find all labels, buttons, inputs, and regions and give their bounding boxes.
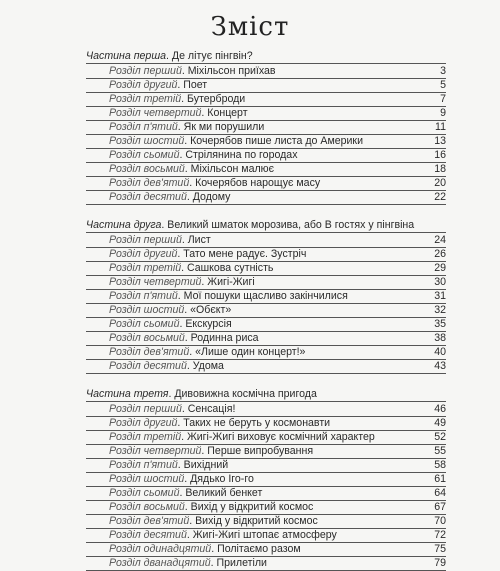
chapter-label: Розділ восьмий xyxy=(109,332,185,344)
toc-entry-text xyxy=(109,290,416,303)
chapter-title: . Поет xyxy=(177,79,208,91)
toc-row xyxy=(86,262,446,276)
page-number: 64 xyxy=(434,487,446,499)
page-number: 3 xyxy=(440,65,446,77)
toc-row xyxy=(86,360,446,374)
page-number: 35 xyxy=(434,318,446,330)
chapter-title: . Удома xyxy=(186,360,224,372)
page-number: 49 xyxy=(434,417,446,429)
toc-entry-text xyxy=(109,107,416,120)
page-number: 72 xyxy=(434,529,446,541)
chapter-label: Розділ дванадцятий xyxy=(109,557,211,569)
toc-entry-text xyxy=(109,417,416,430)
chapter-label: Розділ восьмий xyxy=(109,163,185,175)
chapter-title: . Тато мене радує. Зустріч xyxy=(177,248,307,260)
part-label: Частина третя xyxy=(86,388,169,400)
chapter-title: . Вихід у відкритий космос xyxy=(184,501,314,513)
toc-row xyxy=(86,501,446,515)
chapter-title: . Вихідний xyxy=(177,459,229,471)
chapter-title: . «Обєкт» xyxy=(184,304,232,316)
chapter-title: . Таких не беруть у космонавти xyxy=(177,417,331,429)
page-number: 16 xyxy=(434,149,446,161)
toc-entry-text xyxy=(109,346,416,359)
chapter-title: . Бутерброди xyxy=(181,93,246,105)
toc-row xyxy=(86,121,446,135)
toc-row xyxy=(86,93,446,107)
page-number: 5 xyxy=(440,79,446,91)
toc-row xyxy=(86,276,446,290)
toc-entry-text xyxy=(109,501,416,514)
chapter-label: Розділ п'ятий xyxy=(109,121,178,133)
chapter-label: Розділ четвертий xyxy=(109,107,202,119)
toc-entry-text xyxy=(109,487,416,500)
part-label: Частина перша xyxy=(86,50,167,62)
chapter-label: Розділ перший xyxy=(109,234,182,246)
page-number: 40 xyxy=(434,346,446,358)
page-number: 24 xyxy=(434,234,446,246)
toc-entry-text xyxy=(109,191,416,204)
chapter-title: . Родинна риса xyxy=(184,332,259,344)
toc-row xyxy=(86,473,446,487)
page-number: 67 xyxy=(434,501,446,513)
chapter-label: Розділ десятий xyxy=(109,360,187,372)
toc-entry-text xyxy=(109,79,416,92)
chapter-title: . Дядько Іго-го xyxy=(184,473,254,485)
chapter-label: Розділ одинадцятий xyxy=(109,543,212,555)
toc-row xyxy=(86,417,446,431)
chapter-title: . Жигі-Жигі штопає атмосферу xyxy=(186,529,337,541)
chapter-label: Розділ десятий xyxy=(109,191,187,203)
toc-row xyxy=(86,107,446,121)
page-number: 61 xyxy=(434,473,446,485)
page-number: 58 xyxy=(434,459,446,471)
chapter-title: . Перше випробування xyxy=(201,445,314,457)
chapter-title: . Вихід у відкритий космос xyxy=(189,515,318,527)
part-heading xyxy=(86,219,446,233)
part-title: . Де літує пінгвін? xyxy=(166,50,253,62)
chapter-label: Розділ другий xyxy=(109,79,178,91)
page-number: 26 xyxy=(434,248,446,260)
part-heading xyxy=(86,50,446,64)
toc-row xyxy=(86,487,446,501)
toc-row xyxy=(86,529,446,543)
page-number: 30 xyxy=(434,276,446,288)
page-number: 52 xyxy=(434,431,446,443)
chapter-title: . Прилетіли xyxy=(210,557,267,569)
toc-row xyxy=(86,557,446,571)
chapter-title: . Жигі-Жигі xyxy=(201,276,255,288)
chapter-label: Розділ дев'ятий xyxy=(109,177,190,189)
chapter-label: Розділ шостий xyxy=(109,135,185,147)
section-gap xyxy=(86,374,446,388)
chapter-title: . Сенсація! xyxy=(181,403,236,415)
chapter-label: Розділ шостий xyxy=(109,473,185,485)
page-number: 55 xyxy=(434,445,446,457)
page-number: 9 xyxy=(440,107,446,119)
toc-entry-text xyxy=(109,515,416,528)
chapter-label: Розділ восьмий xyxy=(109,501,185,513)
toc-entry-text xyxy=(109,403,416,416)
toc-entry-text xyxy=(109,304,416,317)
chapter-title: . Великий бенкет xyxy=(179,487,263,499)
toc-row xyxy=(86,290,446,304)
toc-row xyxy=(86,135,446,149)
chapter-title: . Додому xyxy=(186,191,231,203)
toc-row xyxy=(86,234,446,248)
page-number: 7 xyxy=(440,93,446,105)
page-number: 38 xyxy=(434,332,446,344)
section-gap xyxy=(86,205,446,219)
chapter-label: Розділ другий xyxy=(109,417,178,429)
chapter-title: . Мої пошуки щасливо закінчилися xyxy=(177,290,348,302)
page-number: 22 xyxy=(434,191,446,203)
toc-row xyxy=(86,515,446,529)
toc-entry-text xyxy=(109,262,416,275)
chapter-label: Розділ сьомий xyxy=(109,318,180,330)
toc-entry-text xyxy=(109,149,416,162)
toc-row xyxy=(86,65,446,79)
chapter-label: Розділ десятий xyxy=(109,529,187,541)
chapter-label: Розділ п'ятий xyxy=(109,290,178,302)
toc-entry-text xyxy=(109,431,416,444)
toc-row xyxy=(86,177,446,191)
page-title: Зміст xyxy=(210,12,290,42)
chapter-title: . Екскурсія xyxy=(179,318,232,330)
page-number: 32 xyxy=(434,304,446,316)
toc-entry-text xyxy=(109,177,416,190)
chapter-label: Розділ другий xyxy=(109,248,178,260)
toc-entry-text xyxy=(109,473,416,486)
toc-row xyxy=(86,248,446,262)
toc-row xyxy=(86,318,446,332)
toc-row xyxy=(86,459,446,473)
toc-row xyxy=(86,149,446,163)
chapter-title: . Міхільсон малює xyxy=(184,163,274,175)
page-number: 29 xyxy=(434,262,446,274)
page-number: 79 xyxy=(434,557,446,569)
part-title: . Дивовижна космічна пригода xyxy=(168,388,317,400)
chapter-label: Розділ сьомий xyxy=(109,149,180,161)
toc-row xyxy=(86,403,446,417)
chapter-label: Розділ п'ятий xyxy=(109,459,178,471)
toc-entry-text xyxy=(109,332,416,345)
toc-entry-text xyxy=(109,318,416,331)
chapter-title: . Лист xyxy=(181,234,211,246)
toc-row xyxy=(86,304,446,318)
toc-entry-text xyxy=(109,529,416,542)
chapter-label: Розділ третій xyxy=(109,93,182,105)
chapter-title: . Сашкова сутність xyxy=(181,262,274,274)
part-heading xyxy=(86,388,446,402)
toc-entry-text xyxy=(109,459,416,472)
toc-row xyxy=(86,332,446,346)
page-number: 43 xyxy=(434,360,446,372)
table-of-contents xyxy=(86,50,446,571)
chapter-label: Розділ третій xyxy=(109,262,182,274)
toc-entry-text xyxy=(109,135,416,148)
toc-entry-text xyxy=(109,65,416,78)
page-number: 31 xyxy=(434,290,446,302)
toc-row xyxy=(86,543,446,557)
toc-row xyxy=(86,445,446,459)
page-number: 20 xyxy=(434,177,446,189)
toc-entry-text xyxy=(109,93,416,106)
toc-entry-text xyxy=(109,276,416,289)
toc-entry-text xyxy=(109,360,416,373)
chapter-title: . Як ми порушили xyxy=(177,121,265,133)
part-label: Частина друга xyxy=(86,219,162,231)
chapter-title: . Стрілянина по городах xyxy=(179,149,298,161)
page-number: 46 xyxy=(434,403,446,415)
page-number: 13 xyxy=(434,135,446,147)
part-title: . Великий шматок морозива, або В гостях у пінгвіна xyxy=(161,219,415,231)
page-number: 70 xyxy=(434,515,446,527)
chapter-label: Розділ сьомий xyxy=(109,487,180,499)
chapter-label: Розділ перший xyxy=(109,65,182,77)
toc-entry-text xyxy=(109,557,416,570)
chapter-label: Розділ четвертий xyxy=(109,445,202,457)
page-number: 75 xyxy=(434,543,446,555)
toc-row xyxy=(86,431,446,445)
chapter-label: Розділ третій xyxy=(109,431,182,443)
chapter-label: Розділ перший xyxy=(109,403,182,415)
chapter-title: . Міхільсон приїхав xyxy=(181,65,276,77)
page-number: 11 xyxy=(435,121,446,133)
toc-entry-text xyxy=(109,248,416,261)
chapter-title: . Кочерябов пише листа до Америки xyxy=(184,135,363,147)
chapter-label: Розділ дев'ятий xyxy=(109,346,190,358)
toc-entry-text xyxy=(109,543,416,556)
page-number: 18 xyxy=(434,163,446,175)
chapter-title: . Жигі-Жигі виховує космічний характер xyxy=(181,431,375,443)
toc-row xyxy=(86,191,446,205)
toc-row xyxy=(86,163,446,177)
toc-entry-text xyxy=(109,121,416,134)
chapter-title: . Політаємо разом xyxy=(211,543,301,555)
chapter-title: . Кочерябов нарощує масу xyxy=(189,177,321,189)
chapter-label: Розділ четвертий xyxy=(109,276,202,288)
chapter-label: Розділ дев'ятий xyxy=(109,515,190,527)
chapter-title: . Концерт xyxy=(201,107,248,119)
toc-row xyxy=(86,79,446,93)
toc-entry-text xyxy=(109,163,416,176)
chapter-label: Розділ шостий xyxy=(109,304,185,316)
toc-entry-text xyxy=(109,445,416,458)
chapter-title: . «Лише один концерт!» xyxy=(189,346,306,358)
toc-entry-text xyxy=(109,234,416,247)
toc-row xyxy=(86,346,446,360)
